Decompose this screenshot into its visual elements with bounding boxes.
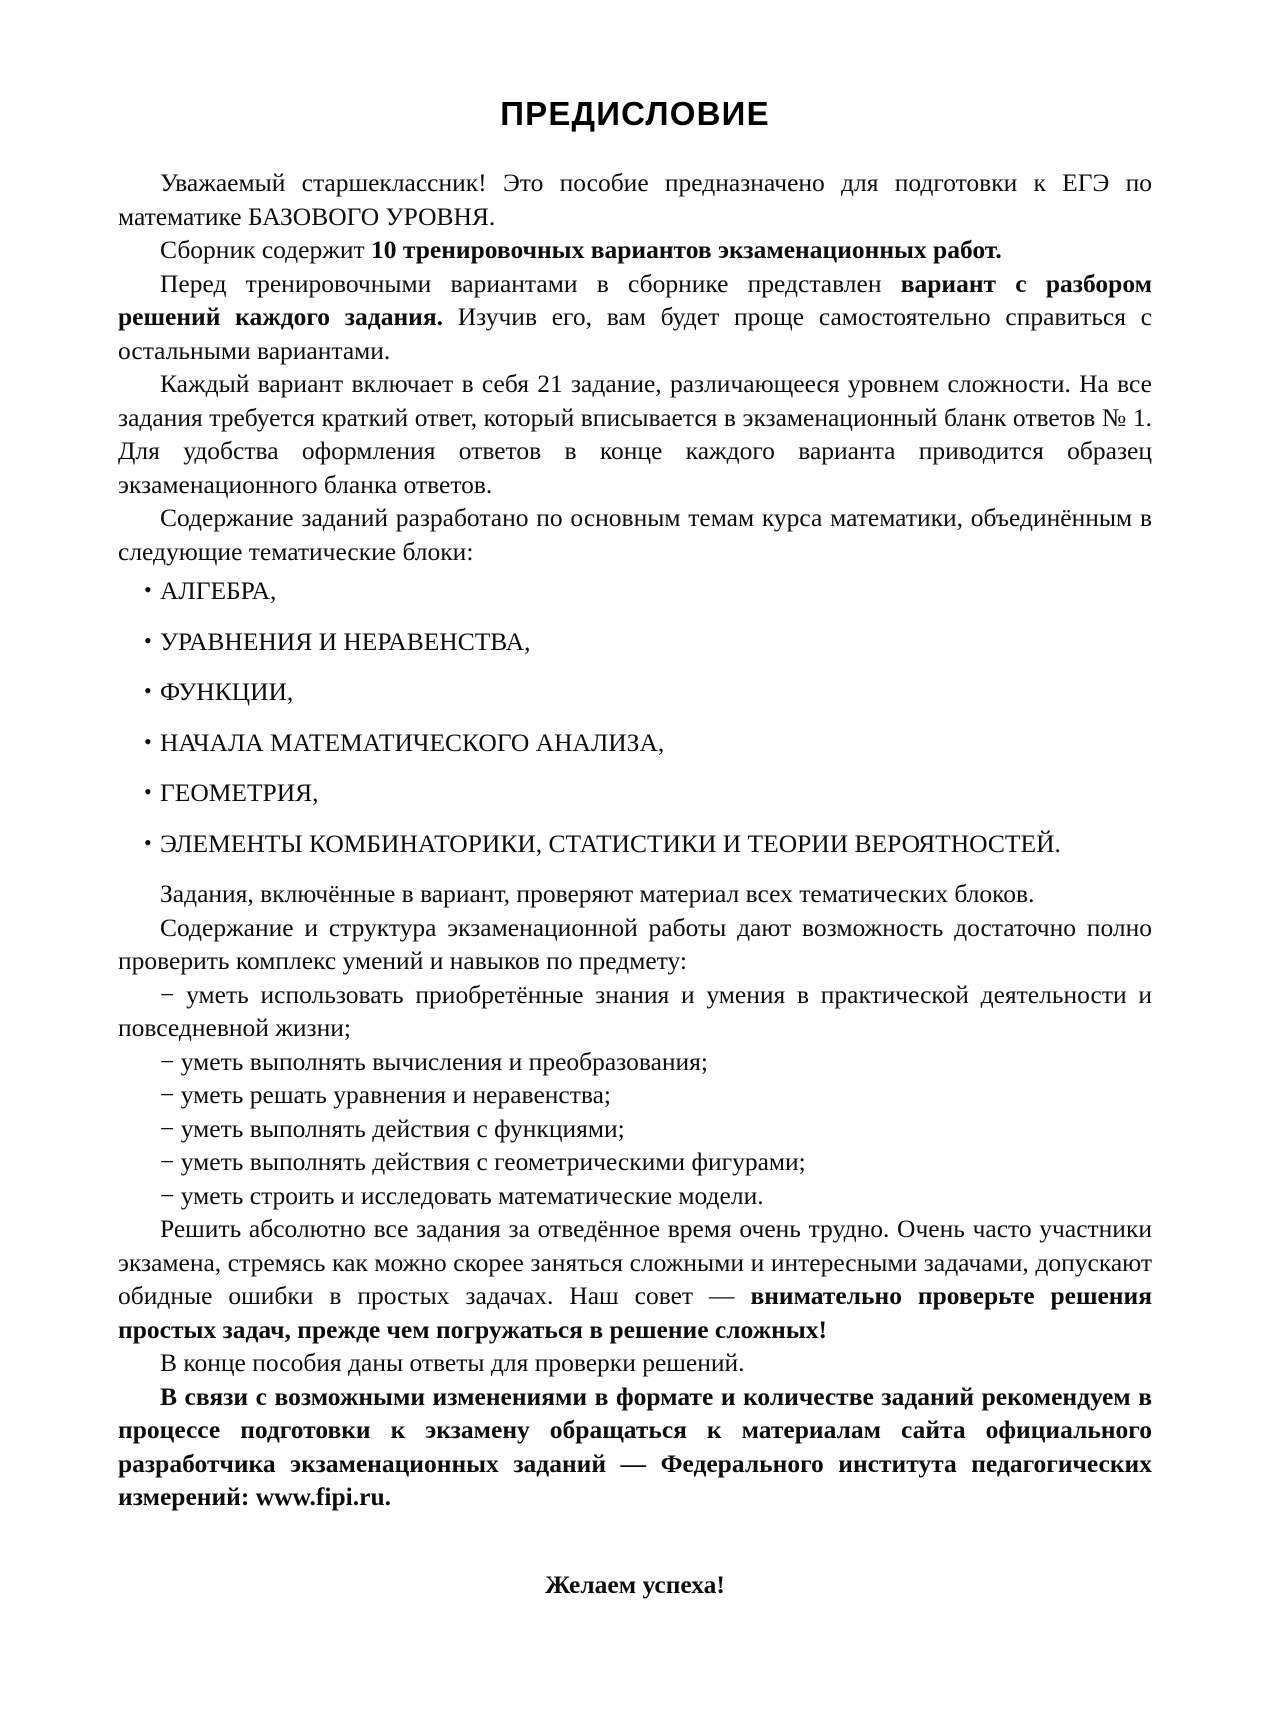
list-item: − уметь использовать приобретённые знания и умения в практической деятельности и повседневной жизни; <box>118 979 1152 1043</box>
advice-bold-text: внимательно проверьте решения простых задач, прежде чем погружаться в решение сложных! <box>118 1281 1152 1344</box>
paragraph-collection-count <box>118 233 1152 267</box>
list-item: − уметь выполнять действия с геометрическими фигурами; <box>160 1147 806 1177</box>
paragraph-solved-variant <box>118 267 1152 368</box>
topic-block-label: УРАВНЕНИЯ И НЕРАВЕНСТВА, <box>160 626 531 656</box>
list-item: − уметь выполнять действия с функциями; <box>160 1113 625 1143</box>
list-item: − уметь строить и исследовать математические модели. <box>160 1180 764 1210</box>
topic-block-label: ЭЛЕМЕНТЫ КОМБИНАТОРИКИ, СТАТИСТИКИ И ТЕОРИИ ВЕРОЯТНОСТЕЙ. <box>160 828 1061 858</box>
bullet-icon: • <box>144 627 152 653</box>
bullet-icon: • <box>144 779 152 805</box>
paragraph-fipi-notice: В связи с возможными изменениями в формате и количестве заданий рекомендуем в процессе подготовки к экзамену обращаться к материалам сайта официального разработчика экзаменационных заданий — Федерального института педагогических измерений: www.fipi.ru. <box>118 1381 1152 1512</box>
list-item <box>118 827 1152 861</box>
list-item <box>118 675 1152 709</box>
list-item <box>118 776 1152 810</box>
collection-lead-text: Сборник содержит <box>160 235 372 265</box>
page-content <box>118 96 1152 1601</box>
paragraph-task-structure: Каждый вариант включает в себя 21 задание, различающееся уровнем сложности. На все задания требуется краткий ответ, который вписывается в экзаменационный бланк ответов № 1. Для удобства оформления ответов в конце каждого варианта приводится образец экзаменационного бланка ответов. <box>118 369 1152 499</box>
paragraph-intro <box>118 166 1152 233</box>
paragraph-topics-intro: Содержание заданий разработано по основным темам курса математики, объединённым в следующие тематические блоки: <box>118 503 1152 566</box>
closing-wish: Желаем успеха! <box>545 1569 725 1599</box>
advice-lead-text: Решить абсолютно все задания за отведённое время очень трудно. Очень часто участники экзамена, стремясь как можно скорее заняться сложными и интересными задачами, допускают обидные ошибки в простых задачах. Наш совет — <box>118 1214 1152 1311</box>
list-item <box>118 625 1152 659</box>
paragraph-answers-note: В конце пособия даны ответы для проверки решений. <box>160 1348 745 1378</box>
list-item: − уметь решать уравнения и неравенства; <box>160 1080 611 1110</box>
skills-list <box>118 978 1152 1213</box>
bullet-icon: • <box>144 678 152 704</box>
topic-block-label: ФУНКЦИИ, <box>160 677 294 707</box>
solved-variant-bold: вариант с разбором решений каждого задания. <box>118 268 1153 332</box>
paragraph-advice <box>118 1212 1152 1346</box>
paragraph-intro-text: Уважаемый старшеклассник! Это пособие предназначено для подготовки к ЕГЭ по математике БАЗОВОГО УРОВНЯ. <box>118 168 1152 231</box>
solved-variant-lead: Перед тренировочными вариантами в сборнике представлен <box>160 268 901 298</box>
topic-blocks-list <box>118 574 1152 860</box>
collection-count-bold: 10 тренировочных вариантов экзаменационных работ. <box>371 235 1002 265</box>
solved-variant-tail: Изучив его, вам будет проще самостоятельно справиться с остальными вариантами. <box>118 302 1152 365</box>
list-item <box>118 574 1152 608</box>
bullet-icon: • <box>144 728 152 754</box>
list-item: − уметь выполнять вычисления и преобразования; <box>160 1046 708 1076</box>
list-item <box>118 726 1152 760</box>
bullet-icon: • <box>144 829 152 855</box>
bullet-icon: • <box>144 577 152 603</box>
page-title: ПРЕДИСЛОВИЕ <box>500 95 770 132</box>
topic-block-label: ГЕОМЕТРИЯ, <box>160 778 319 808</box>
paragraph-structure-purpose: Содержание и структура экзаменационной работы дают возможность достаточно полно проверить комплекс умений и навыков по предмету: <box>118 912 1152 976</box>
topic-block-label: НАЧАЛА МАТЕМАТИЧЕСКОГО АНАЛИЗА, <box>160 727 665 757</box>
topic-block-label: АЛГЕБРА, <box>160 576 277 606</box>
paragraph-blocks-coverage: Задания, включённые в вариант, проверяют материал всех тематических блоков. <box>160 879 1035 909</box>
